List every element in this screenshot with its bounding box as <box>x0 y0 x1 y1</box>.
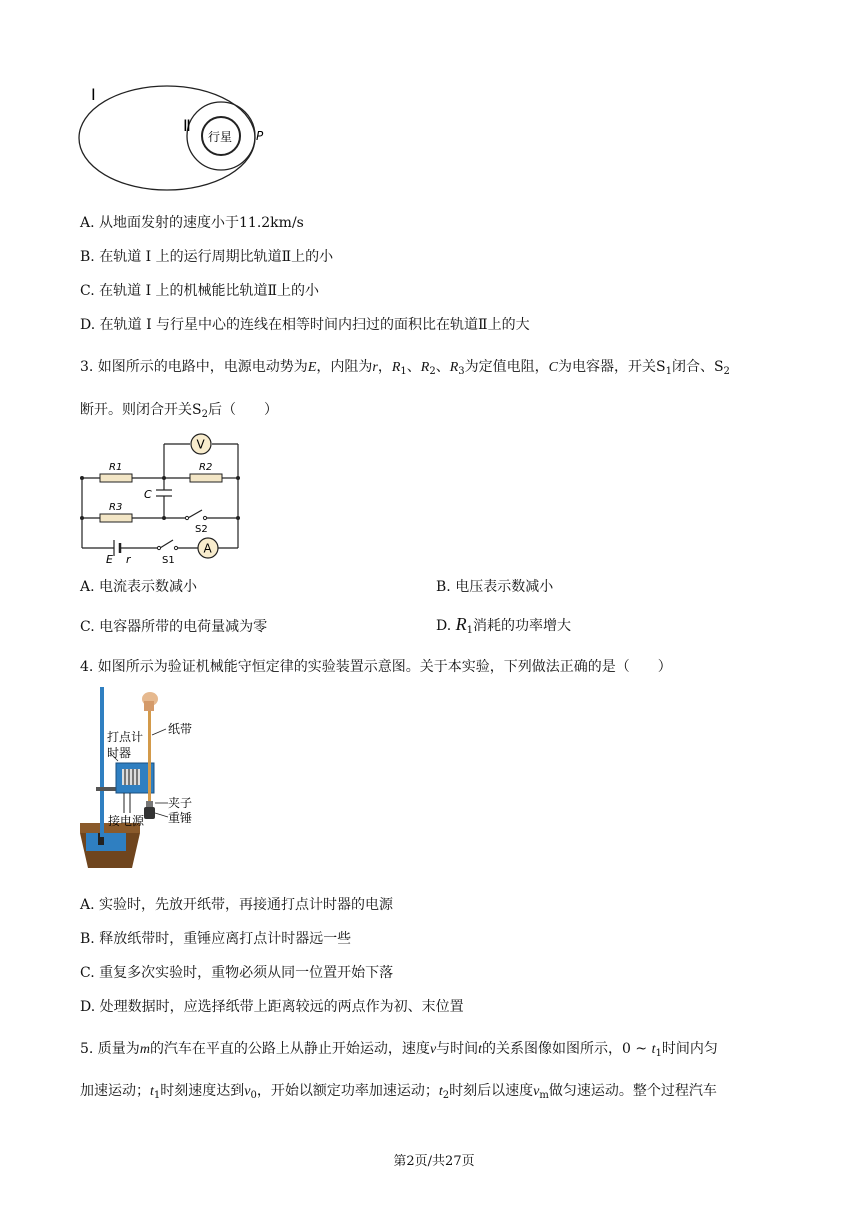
point-P-label: P <box>256 129 264 143</box>
q4-option-a: A. 实验时，先放开纸带，再接通打点计时器的电源 <box>80 897 394 913</box>
q3-option-b: B. 电压表示数减小 <box>436 579 554 595</box>
orbit-figure <box>75 80 285 195</box>
page-footer: 第2页/共27页 <box>393 1154 475 1169</box>
q4-option-d: D. 处理数据时，应选择纸带上距离较远的两点作为初、末位置 <box>80 999 464 1015</box>
planet-label: 行星 <box>208 130 233 144</box>
label-paper-tape: 纸带 <box>168 722 193 736</box>
circuit-figure <box>76 432 246 567</box>
label-power: 接电源 <box>108 814 145 828</box>
label-R1: R1 <box>109 462 123 473</box>
resistor-R2 <box>190 474 222 482</box>
label-S2: S2 <box>195 524 208 535</box>
resistor-R3 <box>100 514 132 522</box>
apparatus-figure <box>80 683 200 878</box>
label-R2: R2 <box>199 462 213 473</box>
label-clip: 夹子 <box>168 796 193 810</box>
label-E: E <box>106 553 113 566</box>
q3-stem-line2: 断开。则闭合开关$S_2$后（ ） <box>80 402 278 420</box>
q4-option-c: C. 重复多次实验时，重物必须从同一位置开始下落 <box>80 965 394 981</box>
q4-option-b: B. 释放纸带时，重锤应离打点计时器远一些 <box>80 931 352 947</box>
resistor-R1 <box>100 474 132 482</box>
label-r: r <box>126 553 131 566</box>
q3-option-d: D. $R_1$消耗的功率增大 <box>436 614 572 636</box>
q2-option-d: D. 在轨道 I 与行星中心的连线在相等时间内扫过的面积比在轨道Ⅱ上的大 <box>80 317 530 333</box>
q5-stem-line1: 5. 质量为m的汽车在平直的公路上从静止开始运动，速度v与时间t的关系图像如图所示，0 ~ $t_1$时间内匀 <box>80 1041 718 1059</box>
label-timer-line1: 打点计 <box>107 730 144 744</box>
label-weight: 重锤 <box>168 811 193 825</box>
q3-stem-line1: 3. 如图所示的电路中，电源电动势为E，内阻为r，$R_1$、$R_2$、$R_3$为定值电阻，C为电容器，开关$S_1$闭合、$S_2$ <box>80 359 730 377</box>
svg-text:A: A <box>203 541 212 556</box>
label-S1: S1 <box>162 555 175 566</box>
label-C: C <box>144 488 152 501</box>
q5-stem-line2: 加速运动；$t_1$时刻速度达到$v_0$，开始以额定功率加速运动；$t_2$时刻后以速度$v_m$做匀速运动。整个过程汽车 <box>80 1083 717 1101</box>
q2-option-b: B. 在轨道 I 上的运行周期比轨道Ⅱ上的小 <box>80 249 334 265</box>
orbit-label-II: Ⅱ <box>183 116 191 135</box>
label-timer-line2: 时器 <box>107 746 132 760</box>
paper-tape <box>148 705 151 803</box>
orbit-label-I: I <box>91 85 96 104</box>
q2-option-a: A. 从地面发射的速度小于11.2km/s <box>80 215 304 231</box>
q2-option-c: C. 在轨道 I 上的机械能比轨道Ⅱ上的小 <box>80 283 320 299</box>
q3-option-a: A. 电流表示数减小 <box>80 579 198 595</box>
q3-option-c: C. 电容器所带的电荷量减为零 <box>80 619 268 635</box>
svg-text:V: V <box>196 437 205 452</box>
heavy-hammer <box>144 807 155 819</box>
label-R3: R3 <box>109 502 123 513</box>
q4-stem: 4. 如图所示为验证机械能守恒定律的实验装置示意图。关于本实验，下列做法正确的是（ ） <box>80 659 672 675</box>
